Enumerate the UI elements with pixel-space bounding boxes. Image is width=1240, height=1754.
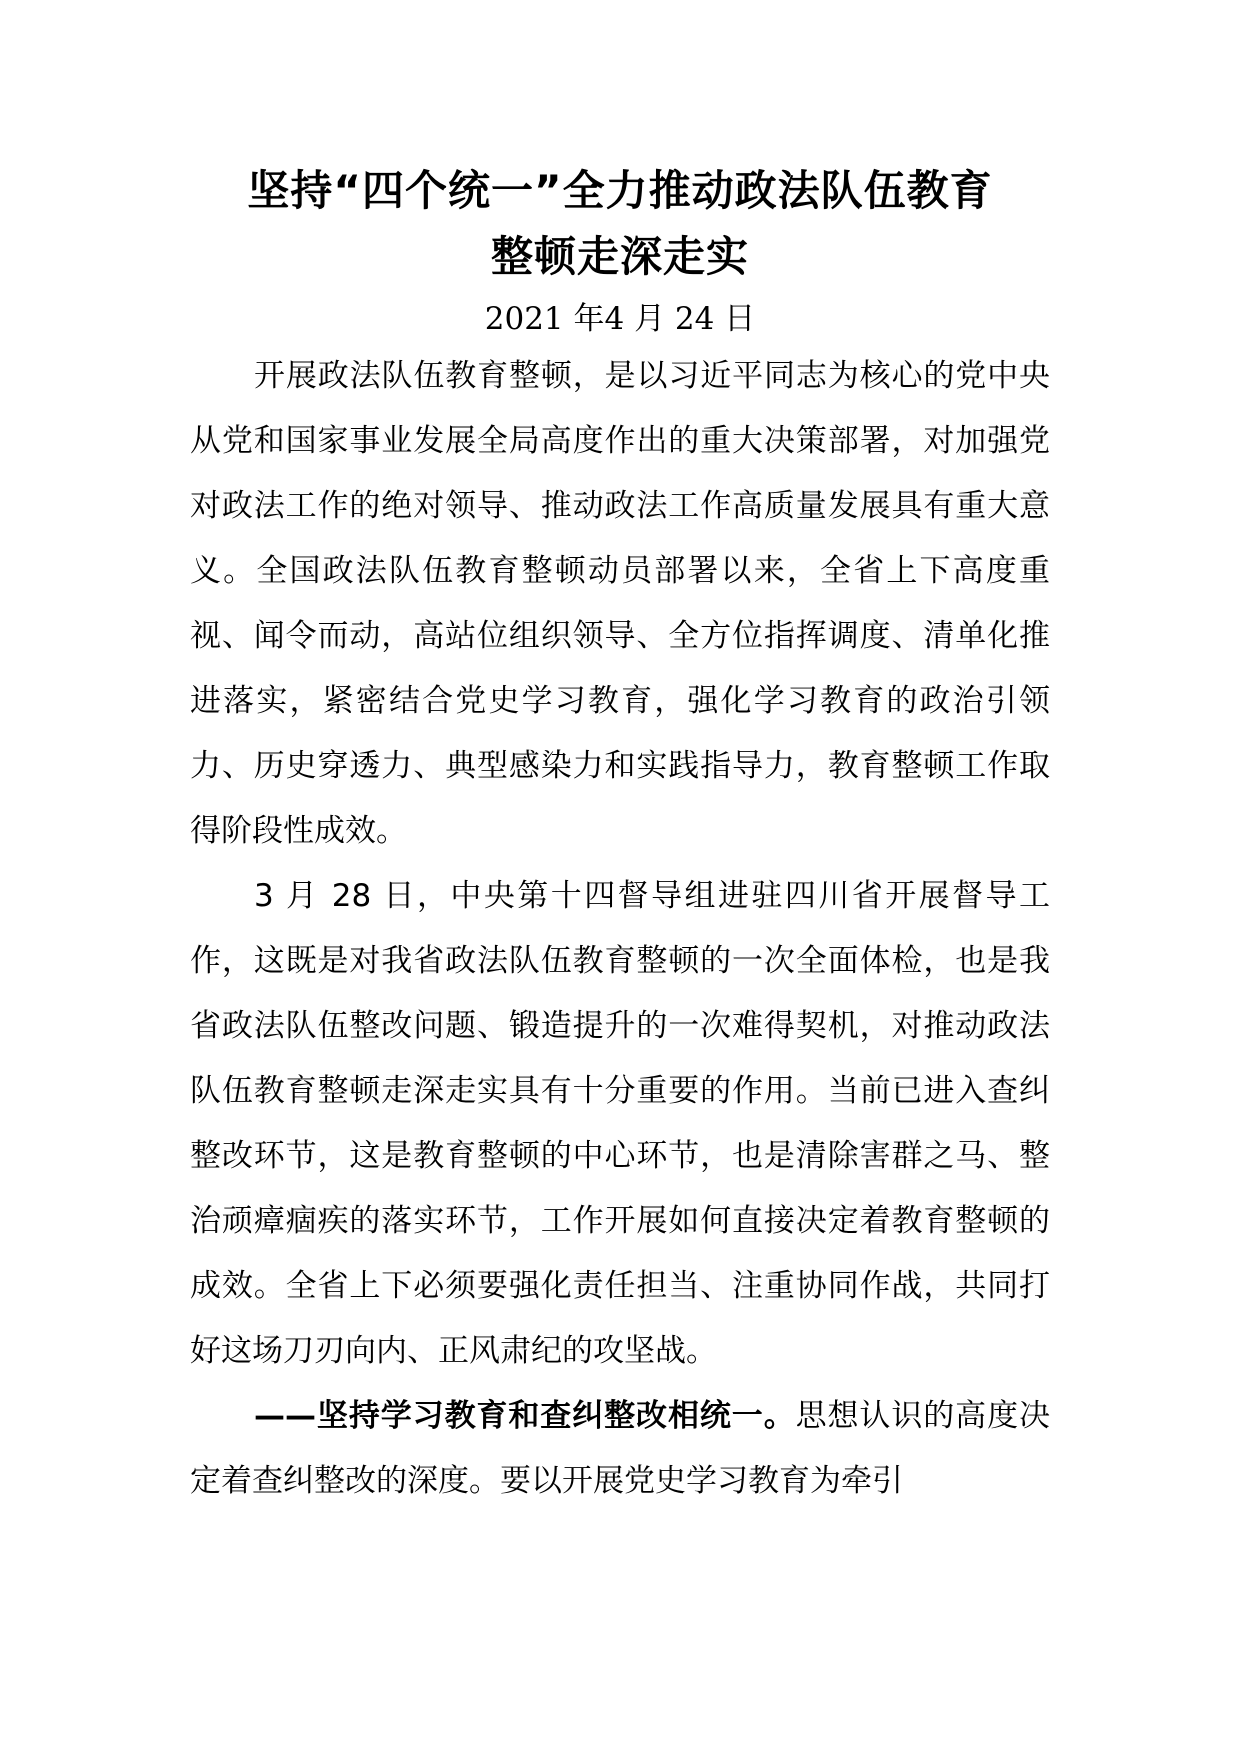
paragraph-1: 开展政法队伍教育整顿，是以习近平同志为核心的党中央从党和国家事业发展全局高度作出的重大决策部署，对加强党对政法工作的绝对领导、推动政法工作高质量发展具有重大意义。全国政法队伍教育整顿动员部署以来，全省上下高度重视、闻令而动，高站位组织领导、全方位指挥调度、清单化推进落实，紧密结合党史学习教育，强化学习教育的政治引领力、历史穿透力、典型感染力和实践指导力，教育整顿工作取得阶段性成效。 [190, 358, 1050, 849]
paragraph-3-lead: ——坚持学习教育和查纠整改相统一。 [254, 1398, 796, 1434]
document-page [190, 158, 1050, 1514]
paragraph-3-text: 思想认识的高度决定着查纠整改的深度。要以开展党史学习教育为牵引 [190, 1398, 1050, 1499]
title-line-1: 坚持“四个统一”全力推动政法队伍教育 [247, 166, 993, 215]
title-line-2: 整顿走深走实 [490, 232, 749, 281]
document-date: 2021 年4 月 24 日 [484, 301, 756, 337]
paragraph-2: 3 月 28 日，中央第十四督导组进驻四川省开展督导工作，这既是对我省政法队伍教育整顿的一次全面体检，也是我省政法队伍整改问题、锻造提升的一次难得契机，对推动政法队伍教育整顿走深走实具有十分重要的作用。当前已进入查纠整改环节，这是教育整顿的中心环节，也是清除害群之马、整治顽瘴痼疾的落实环节，工作开展如何直接决定着教育整顿的成效。全省上下必须要强化责任担当、注重协同作战，共同打好这场刀刃向内、正风肃纪的攻坚战。 [190, 878, 1050, 1369]
paragraph-3 [190, 1384, 1050, 1514]
document-title [190, 158, 1050, 290]
